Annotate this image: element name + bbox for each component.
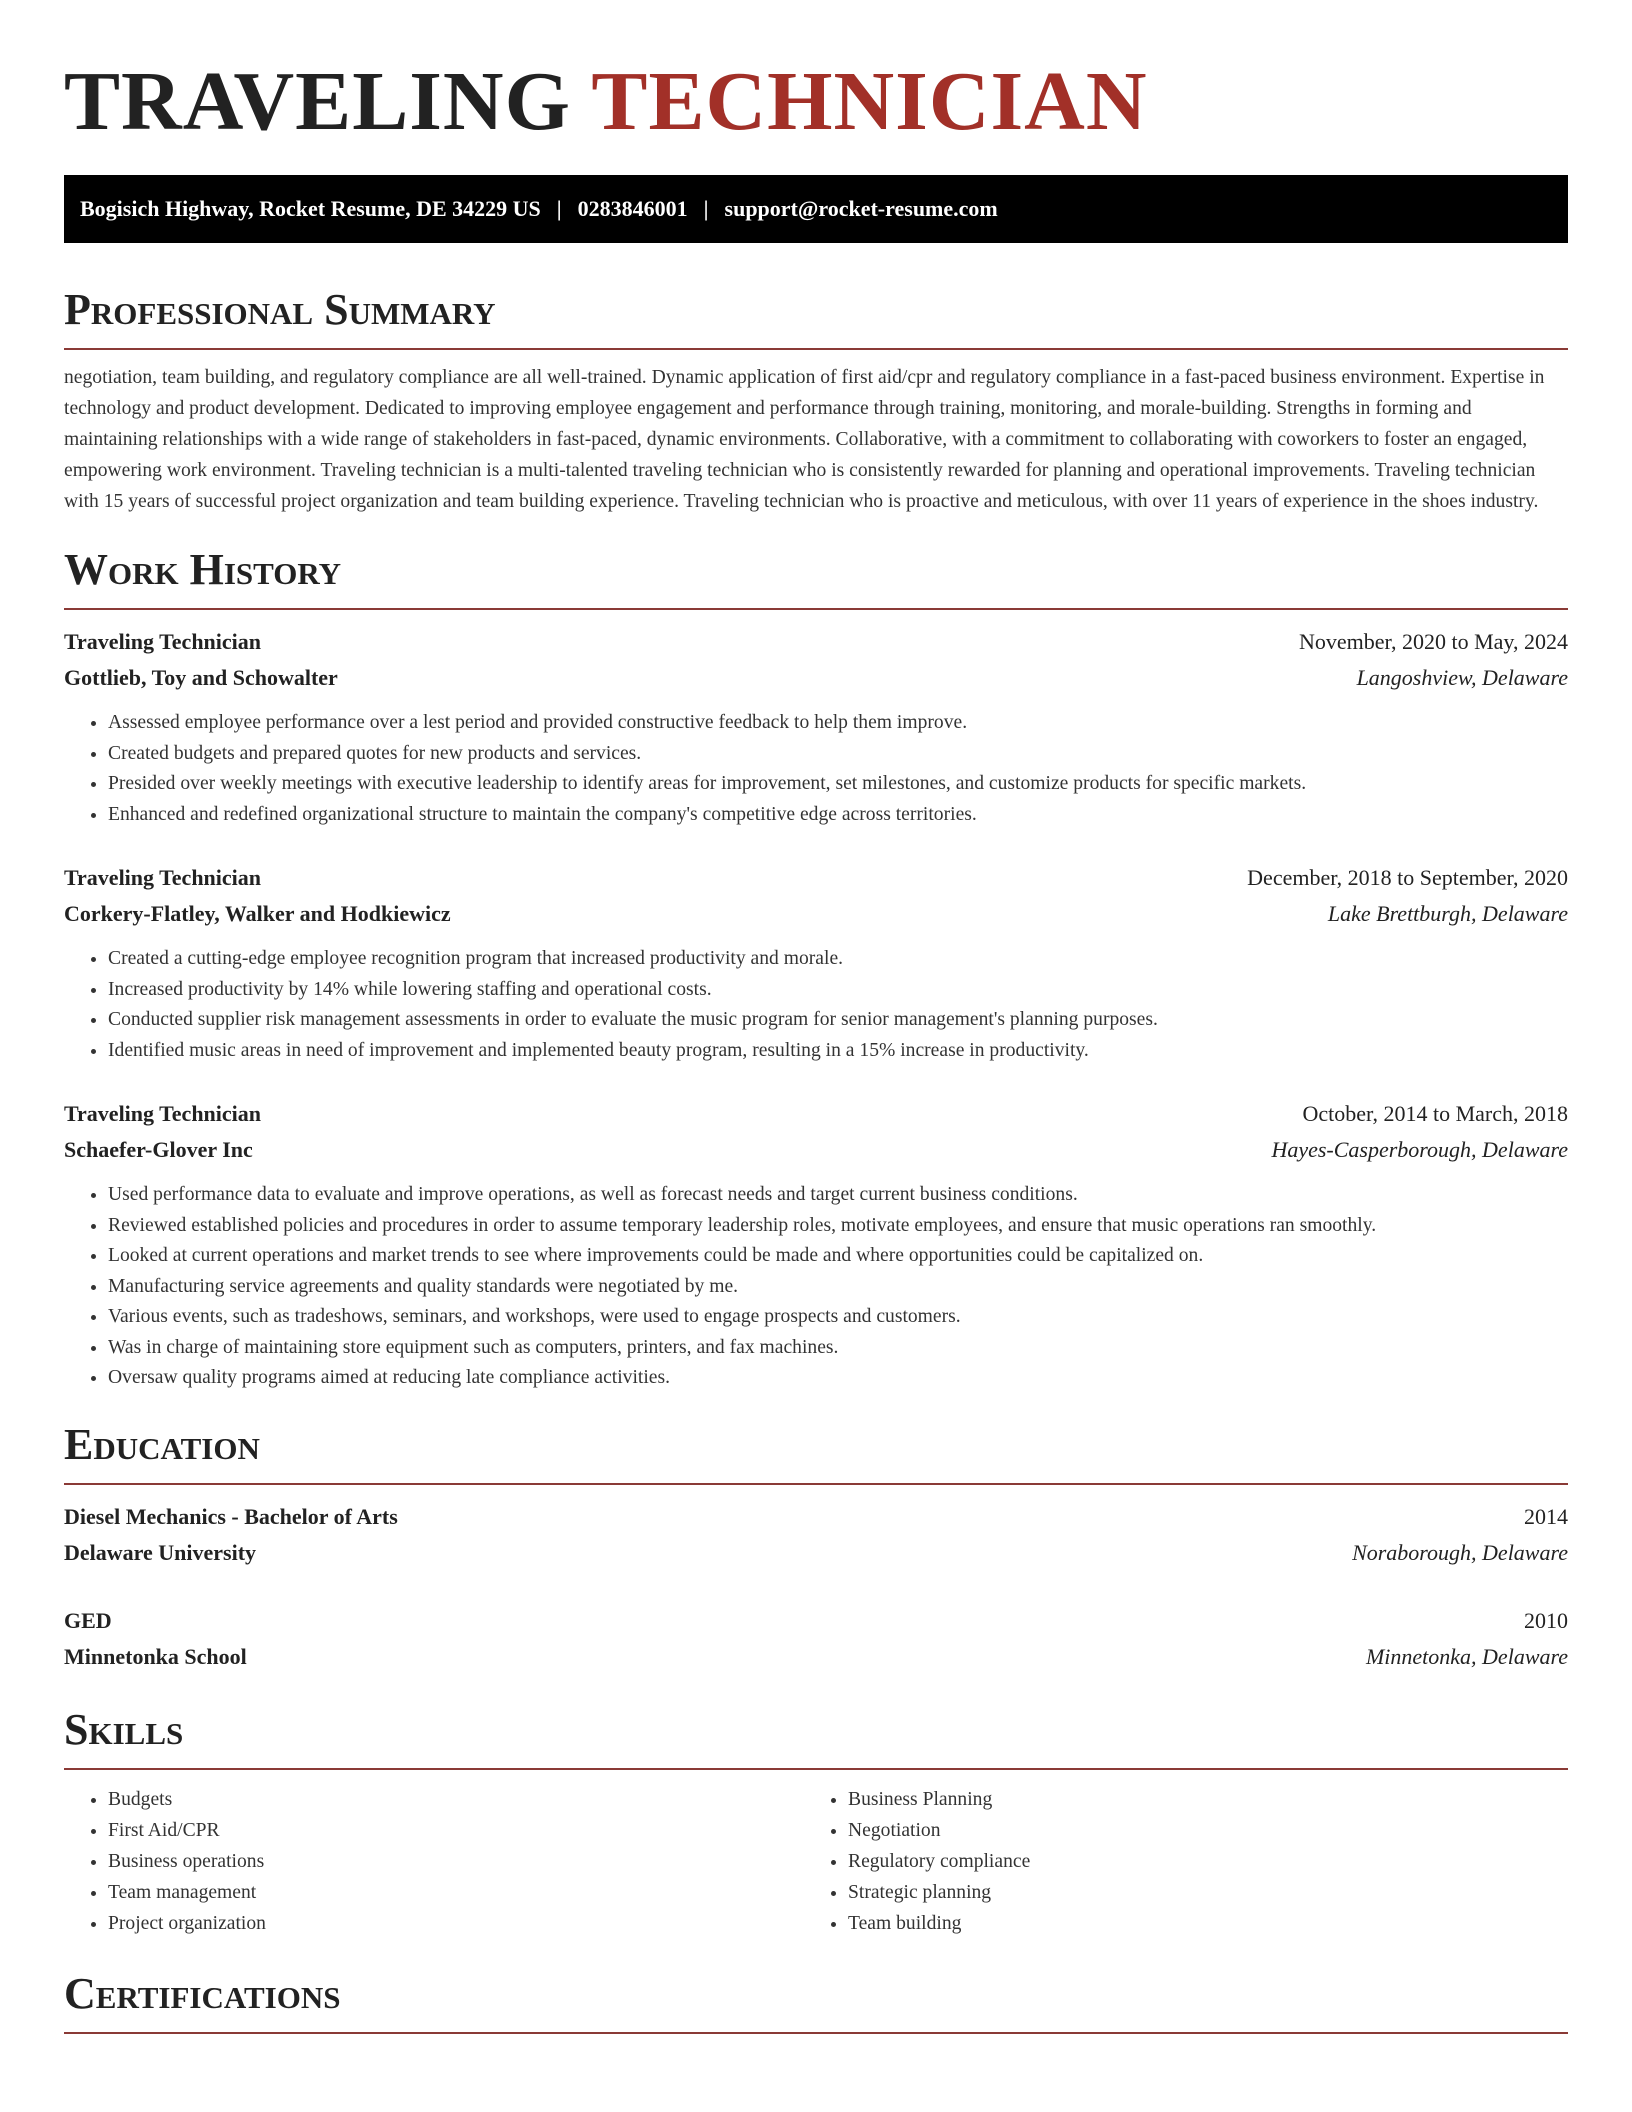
job-company: Gottlieb, Toy and Schowalter — [64, 665, 338, 690]
skills-heading: Skills — [64, 1705, 1568, 1770]
job-entry — [64, 624, 1568, 830]
job-bullet: • Conducted supplier risk management assessments in order to evaluate the music program for senior management's planning purposes. — [108, 1005, 1568, 1036]
certifications-heading: Certifications — [64, 1969, 1568, 2034]
education-school: Delaware University — [64, 1539, 257, 1565]
job-bullet: • Increased productivity by 14% while lowering staffing and operational costs. — [108, 975, 1568, 1006]
job-bullet: • Used performance data to evaluate and improve operations, as well as forecast needs and target current business conditions. — [108, 1180, 1568, 1211]
job-bullet: • Reviewed established policies and procedures in order to assume temporary leadership roles, motivate employees, and ensure that music operations ran smoothly. — [108, 1211, 1568, 1242]
skill-item: • Business operations — [108, 1846, 804, 1877]
contact-separator: | — [703, 196, 709, 221]
job-company: Schaefer-Glover Inc — [64, 1137, 253, 1162]
skill-item: • Negotiation — [848, 1815, 1544, 1846]
job-location: Hayes-Casperborough, Delaware — [1271, 1137, 1568, 1162]
job-entry — [64, 1096, 1568, 1394]
skill-item: • Project organization — [108, 1908, 804, 1939]
job-bullet: • Created a cutting-edge employee recognition program that increased productivity and morale. — [108, 944, 1568, 975]
job-bullets — [64, 1180, 1568, 1394]
summary-heading: Professional Summary — [64, 285, 1568, 350]
job-location: Lake Brettburgh, Delaware — [1327, 901, 1568, 926]
education-degree: Diesel Mechanics - Bachelor of Arts — [64, 1503, 398, 1529]
skills-column-left — [64, 1784, 804, 1939]
education-year: 2010 — [1524, 1607, 1568, 1633]
work-history-heading: Work History — [64, 545, 1568, 610]
education-heading: Education — [64, 1420, 1568, 1485]
contact-address: Bogisich Highway, Rocket Resume, DE 34229 US — [80, 196, 541, 221]
title-first-word: TRAVELING — [64, 55, 571, 148]
skill-item: • Team management — [108, 1877, 804, 1908]
job-bullet: • Looked at current operations and market trends to see where improvements could be made and where opportunities could be capitalized on. — [108, 1241, 1568, 1272]
education-location: Minnetonka, Delaware — [1365, 1643, 1568, 1669]
skills-column-right — [804, 1784, 1544, 1939]
summary-text: negotiation, team building, and regulatory compliance are all well-trained. Dynamic application of first aid/cpr and regulatory compliance in a fast-paced business environment. Expertise in technology and product development. Dedicated to improving employee engagement and performance through training, monitoring, and morale-building. Strengths in forming and maintaining relationships with a wide range of stakeholders in fast-paced, dynamic environments. Collaborative, with a commitment to collaborating with coworkers to foster an engaged, empowering work environment. Traveling technician is a multi-talented traveling technician who is consistently rewarded for planning and operational improvements. Traveling technician with 15 years of successful project organization and team building experience. Traveling technician who is proactive and meticulous, with over 11 years of experience in the shoes industry. — [64, 367, 1545, 512]
job-dates: October, 2014 to March, 2018 — [1302, 1101, 1568, 1126]
resume-title — [64, 0, 1568, 150]
job-bullets — [64, 944, 1568, 1066]
education-entry — [64, 1499, 1568, 1571]
job-bullet: • Manufacturing service agreements and quality standards were negotiated by me. — [108, 1272, 1568, 1303]
job-bullet: • Enhanced and redefined organizational structure to maintain the company's competitive edge across territories. — [108, 800, 1568, 831]
contact-email: support@rocket-resume.com — [724, 196, 998, 221]
education-degree: GED — [64, 1607, 112, 1633]
skills-grid — [64, 1784, 1568, 1939]
contact-phone: 0283846001 — [577, 196, 688, 221]
job-company: Corkery-Flatley, Walker and Hodkiewicz — [64, 901, 451, 926]
skill-item: • Regulatory compliance — [848, 1846, 1544, 1877]
job-entry — [64, 860, 1568, 1066]
skill-item: • First Aid/CPR — [108, 1815, 804, 1846]
job-location: Langoshview, Delaware — [1356, 665, 1568, 690]
skill-item: • Budgets — [108, 1784, 804, 1815]
job-title: Traveling Technician — [64, 629, 262, 654]
job-bullet: • Was in charge of maintaining store equipment such as computers, printers, and fax machines. — [108, 1333, 1568, 1364]
job-bullet: • Oversaw quality programs aimed at reducing late compliance activities. — [108, 1363, 1568, 1394]
job-title: Traveling Technician — [64, 865, 262, 890]
resume-page — [64, 0, 1568, 2034]
job-bullet: • Created budgets and prepared quotes for new products and services. — [108, 739, 1568, 770]
title-second-word: TECHNICIAN — [591, 55, 1148, 148]
job-bullet: • Identified music areas in need of improvement and implemented beauty program, resulting in a 15% increase in productivity. — [108, 1036, 1568, 1067]
job-bullet: • Assessed employee performance over a lest period and provided constructive feedback to help them improve. — [108, 708, 1568, 739]
job-dates: December, 2018 to September, 2020 — [1247, 865, 1568, 890]
skill-item: • Strategic planning — [848, 1877, 1544, 1908]
contact-separator: | — [556, 196, 562, 221]
contact-bar — [64, 175, 1568, 243]
skill-item: • Business Planning — [848, 1784, 1544, 1815]
job-bullets — [64, 708, 1568, 830]
job-dates: November, 2020 to May, 2024 — [1299, 629, 1568, 654]
education-location: Noraborough, Delaware — [1352, 1539, 1568, 1565]
job-bullet: • Presided over weekly meetings with executive leadership to identify areas for improvement, set milestones, and customize products for specific markets. — [108, 769, 1568, 800]
job-title: Traveling Technician — [64, 1101, 262, 1126]
job-bullet: • Various events, such as tradeshows, seminars, and workshops, were used to engage prospects and customers. — [108, 1302, 1568, 1333]
education-school: Minnetonka School — [64, 1643, 247, 1669]
education-entry — [64, 1603, 1568, 1675]
skill-item: • Team building — [848, 1908, 1544, 1939]
education-year: 2014 — [1524, 1503, 1568, 1529]
